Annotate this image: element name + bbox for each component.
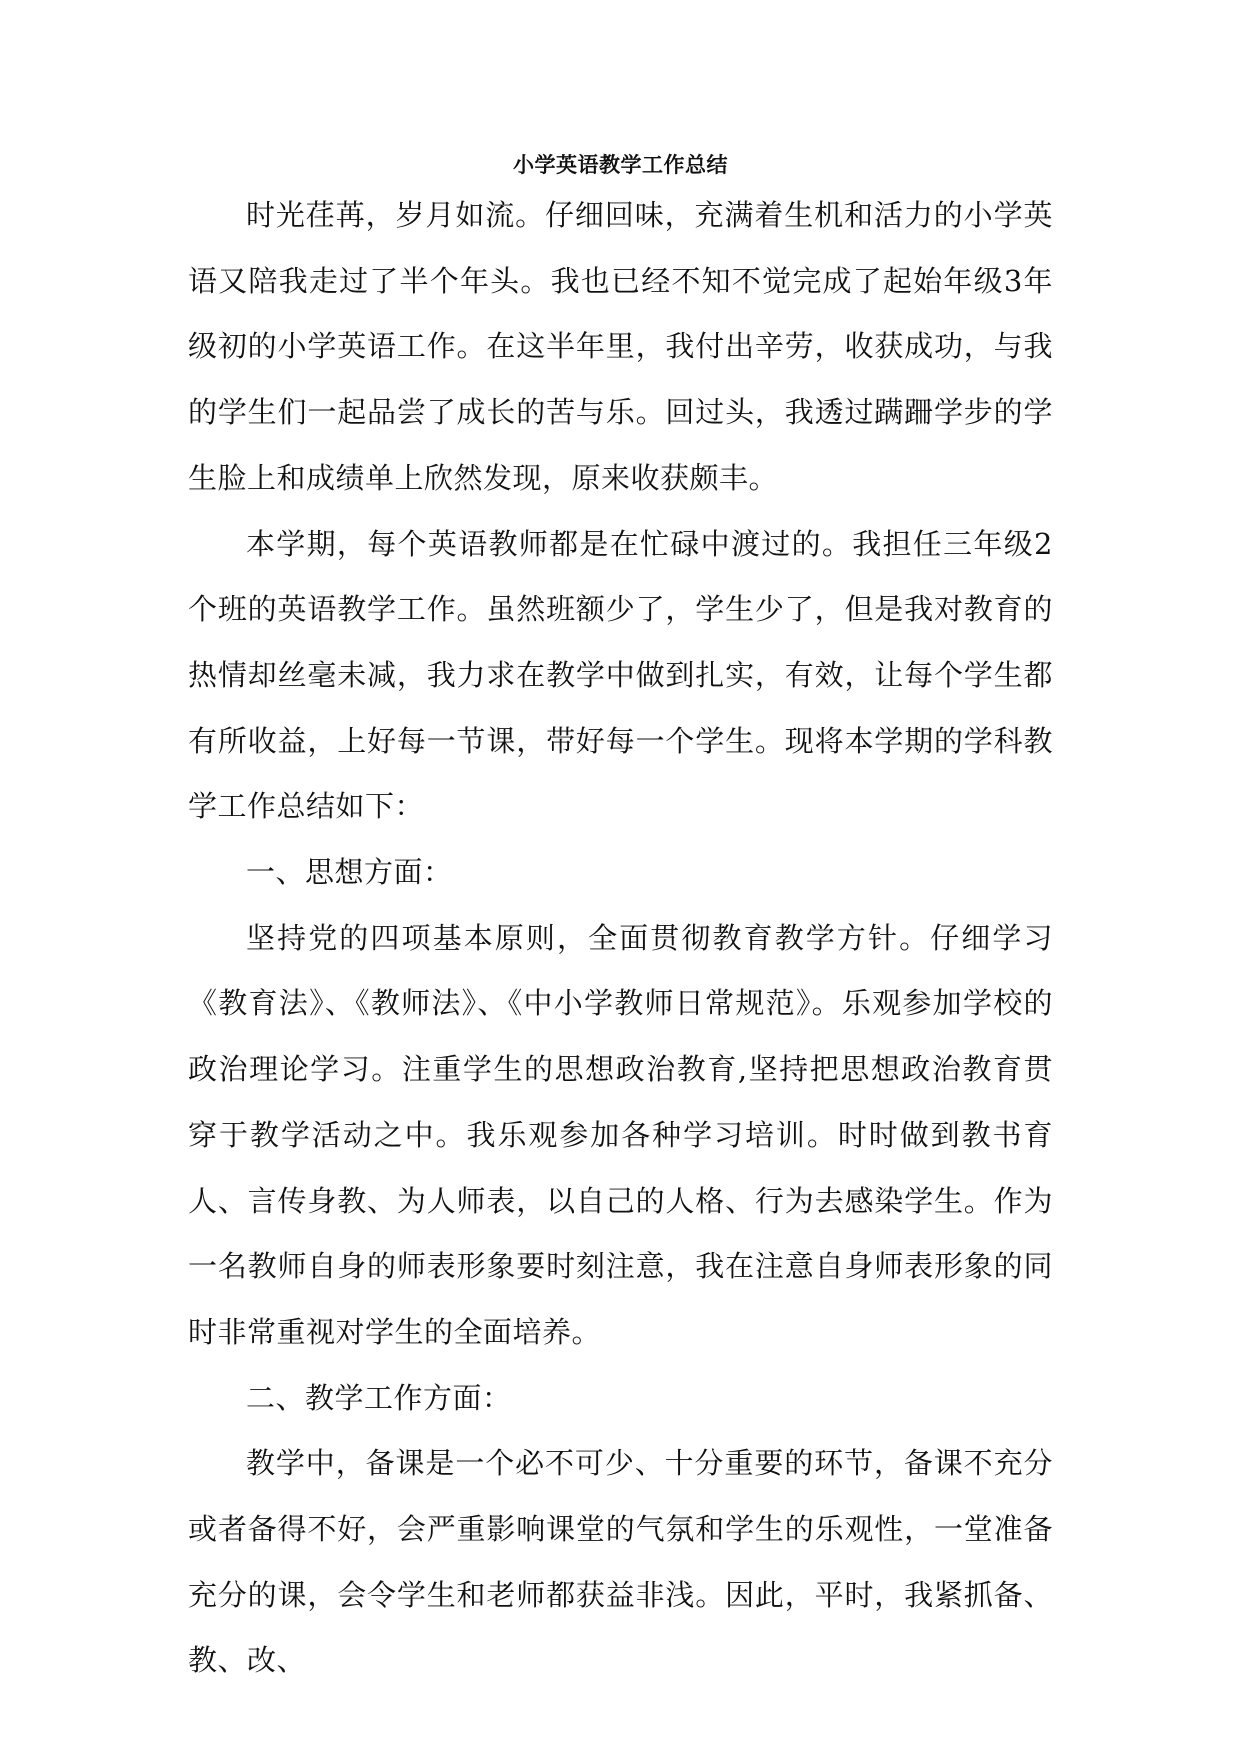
paragraph-teaching: 教学中，备课是一个必不可少、十分重要的环节，备课不充分或者备得不好，会严重影响课堂的气氛和学生的乐观性，一堂准备充分的课，会令学生和老师都获益非浅。因此，平时，我紧抓备、教、改、 (188, 1446, 1053, 1678)
document-title: 小学英语教学工作总结 (513, 153, 728, 177)
section-heading-teaching: 二、教学工作方面： (246, 1380, 512, 1415)
section-heading-thought: 一、思想方面： (246, 855, 453, 890)
paragraph-intro: 时光荏苒，岁月如流。仔细回味，充满着生机和活力的小学英语又陪我走过了半个年头。我也已经不知不觉完成了起始年级3年级初的小学英语工作。在这半年里，我付出辛劳，收获成功，与我的学生们一起品尝了成长的苦与乐。回过头，我透过蹒跚学步的学生脸上和成绩单上欣然发现，原来收获颇丰。 (188, 198, 1053, 495)
document-body (188, 183, 1053, 1694)
paragraph-semester: 本学期，每个英语教师都是在忙碌中渡过的。我担任三年级2个班的英语教学工作。虽然班额少了，学生少了，但是我对教育的热情却丝毫未减，我力求在教学中做到扎实，有效，让每个学生都有所收益，上好每一节课，带好每一个学生。现将本学期的学科教学工作总结如下： (188, 526, 1053, 824)
paragraph-thought: 坚持党的四项基本原则，全面贯彻教育教学方针。仔细学习《教育法》、《教师法》、《中小学教师日常规范》。乐观参加学校的政治理论学习。注重学生的思想政治教育,坚持把思想政治教育贯穿于教学活动之中。我乐观参加各种学习培训。时时做到教书育人、言传身教、为人师表，以自己的人格、行为去感染学生。作为一名教师自身的师表形象要时刻注意，我在注意自身师表形象的同时非常重视对学生的全面培养。 (188, 920, 1053, 1349)
